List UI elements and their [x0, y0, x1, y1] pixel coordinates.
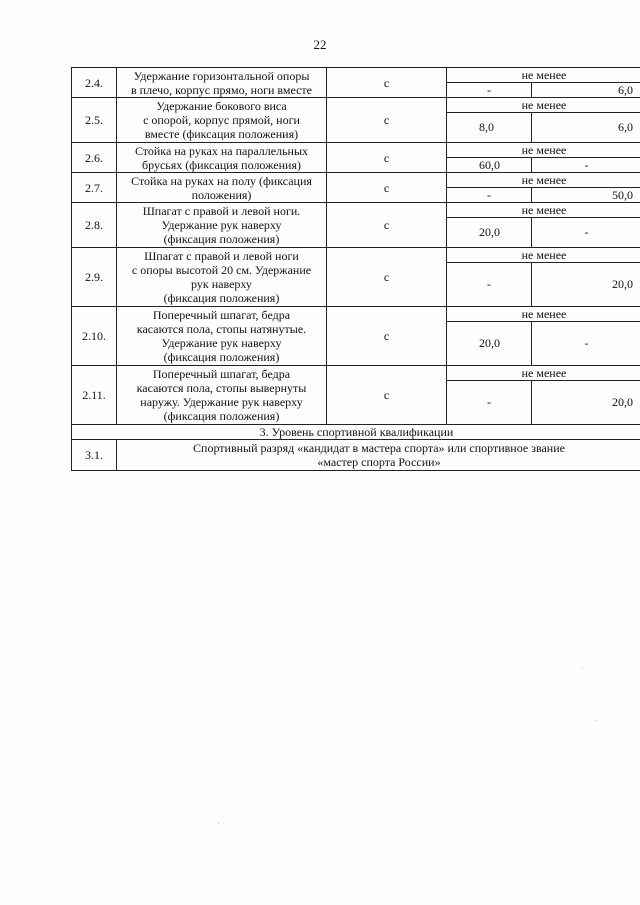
row-number: 2.4. — [72, 68, 117, 98]
value-cell-1: 60,0 — [447, 158, 532, 173]
unit-cell: с — [327, 173, 447, 203]
description-line: положения) — [191, 187, 252, 202]
min-label: не менее — [447, 143, 640, 158]
value-cell-1: 8,0 — [447, 113, 532, 143]
row-number: 3.1. — [72, 440, 117, 471]
exercise-description — [117, 143, 327, 173]
value-cell-2: - — [532, 158, 640, 173]
description-line: рук наверху — [191, 277, 252, 291]
value-cell-1: 20,0 — [447, 322, 532, 366]
description-line: Поперечный шпагат, бедра — [152, 308, 291, 322]
description-line: «мастер спорта России» — [317, 455, 441, 469]
min-label: не менее — [447, 98, 640, 113]
description-line: (фиксация положения) — [163, 409, 280, 423]
value-cell-1: 20,0 — [447, 218, 532, 248]
row-number: 2.11. — [72, 366, 117, 425]
table-row — [72, 203, 640, 218]
table-row — [72, 248, 640, 263]
table-row — [72, 98, 640, 113]
value-cell-2: 6,0 — [532, 83, 640, 98]
table-row — [72, 143, 640, 158]
min-label: не менее — [447, 366, 640, 381]
description-line: Шпагат с правой и левой ноги. — [142, 204, 301, 218]
unit-cell: с — [327, 366, 447, 425]
min-label: не менее — [447, 203, 640, 218]
description-line: Шпагат с правой и левой ноги — [144, 249, 299, 263]
exercise-description — [117, 203, 327, 248]
description-line: (фиксация положения) — [163, 232, 280, 246]
value-cell-2: - — [532, 218, 640, 248]
section-title: 3. Уровень спортивной квалификации — [72, 425, 640, 440]
row-number: 2.8. — [72, 203, 117, 248]
unit-cell: с — [327, 248, 447, 307]
row-number: 2.5. — [72, 98, 117, 143]
row-number: 2.9. — [72, 248, 117, 307]
row-number: 2.6. — [72, 143, 117, 173]
exercise-description — [117, 173, 327, 203]
exercise-description — [117, 248, 327, 307]
description-line: Спортивный разряд «кандидат в мастера спорта» или спортивное звание — [193, 441, 565, 455]
unit-cell: с — [327, 68, 447, 98]
unit-cell: с — [327, 143, 447, 173]
description-line: Удержание рук наверху — [161, 336, 282, 350]
value-cell-1: - — [447, 381, 532, 425]
description-line: наружу. Удержание рук наверху — [140, 395, 303, 409]
description-line: Удержание рук наверху — [161, 218, 282, 232]
description-line: касаются пола, стопы вывернуты — [136, 381, 307, 395]
description-line: Поперечный шпагат, бедра — [152, 367, 291, 381]
description-line: (фиксация положения) — [163, 291, 280, 305]
description-line: Стойка на руках на параллельных — [134, 143, 309, 158]
norms-table — [71, 67, 640, 471]
value-cell-1: - — [447, 83, 532, 98]
description-line: вместе (фиксация положения) — [144, 127, 299, 141]
value-cell-2: - — [532, 322, 640, 366]
description-line: с опоры высотой 20 см. Удержание — [131, 263, 312, 277]
row-number: 2.7. — [72, 173, 117, 203]
value-cell-2: 20,0 — [532, 263, 640, 307]
table-row — [72, 68, 640, 83]
value-cell-2: 20,0 — [532, 381, 640, 425]
exercise-description — [117, 307, 327, 366]
value-cell-2: 6,0 — [532, 113, 640, 143]
description-line: (фиксация положения) — [163, 350, 280, 364]
value-cell-2: 50,0 — [532, 188, 640, 203]
description-line: Удержание горизонтальной опоры — [133, 68, 310, 83]
min-label: не менее — [447, 248, 640, 263]
exercise-description — [117, 366, 327, 425]
exercise-description — [117, 98, 327, 143]
description-line: с опорой, корпус прямой, ноги — [143, 113, 300, 127]
exercise-description — [117, 68, 327, 98]
min-label: не менее — [447, 173, 640, 188]
qualification-description — [117, 440, 640, 471]
min-label: не менее — [447, 68, 640, 83]
row-number: 2.10. — [72, 307, 117, 366]
value-cell-1: - — [447, 263, 532, 307]
page-number: 22 — [313, 37, 327, 52]
description-line: Стойка на руках на полу (фиксация — [131, 173, 312, 188]
table-row — [72, 173, 640, 188]
unit-cell: с — [327, 203, 447, 248]
unit-cell: с — [327, 98, 447, 143]
description-line: касаются пола, стопы натянутые. — [136, 322, 307, 336]
value-cell-1: - — [447, 188, 532, 203]
table-row — [72, 440, 640, 471]
description-line: Удержание бокового виса — [156, 99, 287, 113]
description-line: в плечо, корпус прямо, ноги вместе — [131, 82, 312, 97]
table-row — [72, 366, 640, 381]
description-line: брусьях (фиксация положения) — [142, 157, 301, 172]
table-row — [72, 307, 640, 322]
min-label: не менее — [447, 307, 640, 322]
unit-cell: с — [327, 307, 447, 366]
section-row — [72, 425, 640, 440]
